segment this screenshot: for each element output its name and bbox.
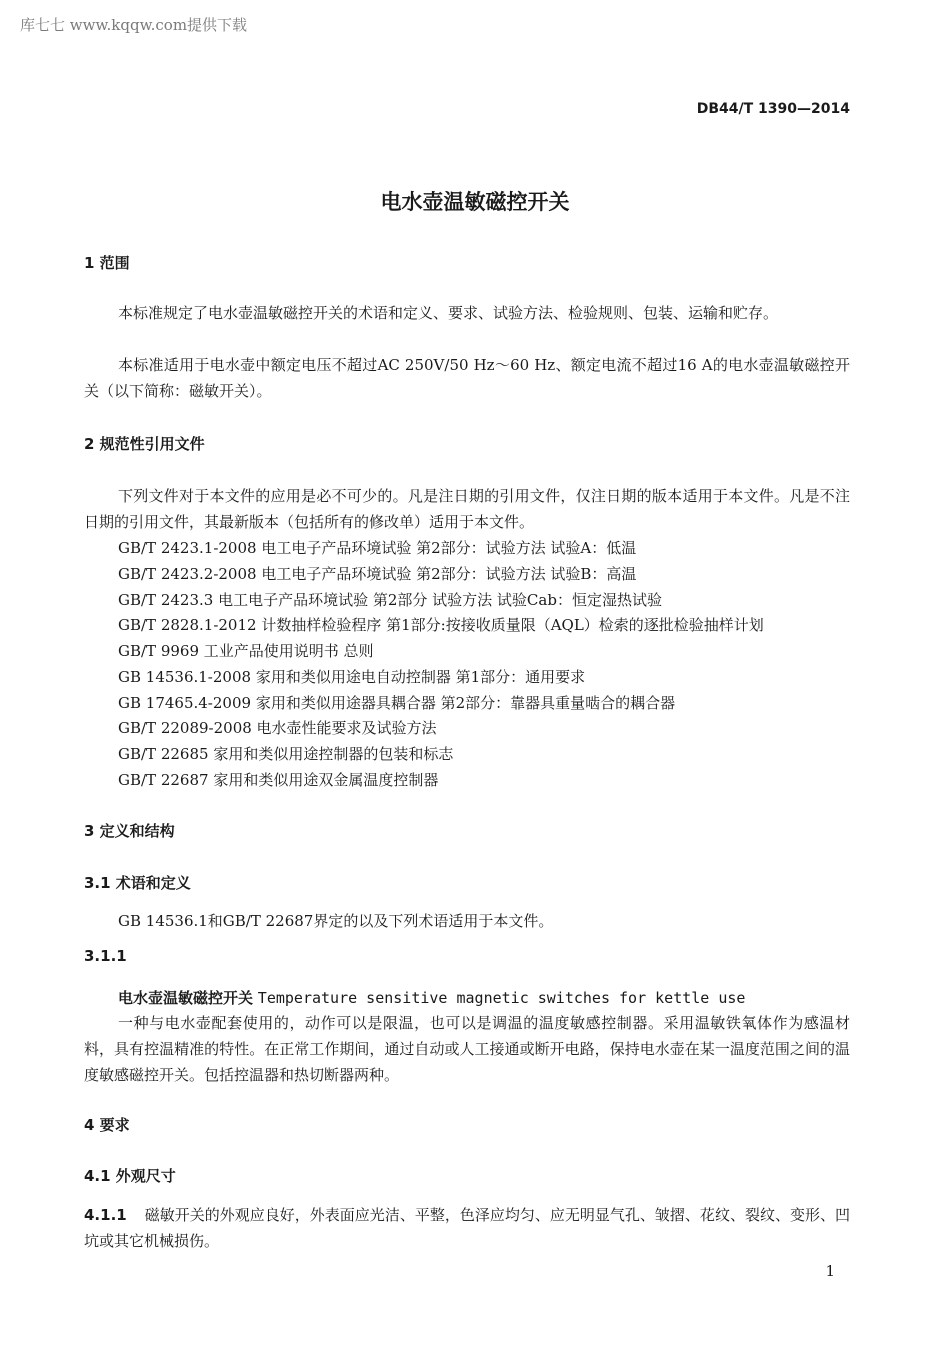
term-entry [118,987,745,1008]
reference-item: GB/T 22687 家用和类似用途双金属温度控制器 [118,771,439,789]
reference-item: GB 17465.4-2009 家用和类似用途器具耦合器 第2部分：靠器具重量啮合的耦合器 [118,694,676,712]
reference-item: GB/T 2423.2-2008 电工电子产品环境试验 第2部分：试验方法 试验B：高温 [118,565,637,583]
section-3-1-heading: 3.1 术语和定义 [84,874,191,892]
reference-item: GB/T 9969 工业产品使用说明书 总则 [118,642,374,660]
page-number: 1 [825,1262,835,1280]
term-english: Temperature sensitive magnetic switches for kettle use [257,989,746,1007]
scope-paragraph-2: 本标准适用于电水壶中额定电压不超过AC 250V/50 Hz～60 Hz、额定电流不超过16 A的电水壶温敏磁控开关（以下简称：磁敏开关）。 [84,356,850,400]
section-2-heading: 2 规范性引用文件 [84,435,205,453]
section-1-heading: 1 范围 [84,254,130,272]
section-3-heading: 3 定义和结构 [84,822,175,840]
section-4-heading: 4 要求 [84,1116,130,1134]
reference-item: GB 14536.1-2008 家用和类似用途电自动控制器 第1部分：通用要求 [118,668,586,686]
document-title: 电水壶温敏磁控开关 [380,190,570,214]
reference-item: GB/T 22685 家用和类似用途控制器的包装和标志 [118,745,454,763]
document-number: DB44/T 1390—2014 [696,101,850,117]
clause-4-1-1-number: 4.1.1 [84,1206,127,1224]
reference-item: GB/T 2423.1-2008 电工电子产品环境试验 第2部分：试验方法 试验A：低温 [118,539,637,557]
reference-item: GB/T 2828.1-2012 计数抽样检验程序 第1部分:按接收质量限（AQL）检索的逐批检验抽样计划 [118,616,764,634]
references-intro: 下列文件对于本文件的应用是必不可少的。凡是注日期的引用文件，仅注日期的版本适用于本文件。凡是不注日期的引用文件，其最新版本（包括所有的修改单）适用于本文件。 [84,487,850,531]
scope-paragraph-1: 本标准规定了电水壶温敏磁控开关的术语和定义、要求、试验方法、检验规则、包装、运输和贮存。 [118,304,779,322]
reference-item: GB/T 2423.3 电工电子产品环境试验 第2部分 试验方法 试验Cab：恒定湿热试验 [118,591,662,609]
terms-statement: GB 14536.1和GB/T 22687界定的以及下列术语适用于本文件。 [118,912,554,930]
clause-4-1-1 [84,1202,850,1254]
clause-4-1-1-text: 磁敏开关的外观应良好，外表面应光洁、平整，色泽应均匀、应无明显气孔、皱摺、花纹、裂纹、变形、凹坑或其它机械损伤。 [84,1206,850,1250]
reference-item: GB/T 22089-2008 电水壶性能要求及试验方法 [118,719,437,737]
term-definition: 一种与电水壶配套使用的，动作可以是限温，也可以是调温的温度敏感控制器。采用温敏铁氧体作为感温材料，具有控温精准的特性。在正常工作期间，通过自动或人工接通或断开电路，保持电水壶在某一温度范围之间的温度敏感磁控开关。包括控温器和热切断器两种。 [84,1014,850,1084]
section-3-1-1-number: 3.1.1 [84,947,127,965]
watermark: 库七七 www.kqqw.com提供下载 [20,16,248,34]
section-4-1-heading: 4.1 外观尺寸 [84,1167,176,1185]
term-chinese: 电水壶温敏磁控开关 [118,989,254,1007]
